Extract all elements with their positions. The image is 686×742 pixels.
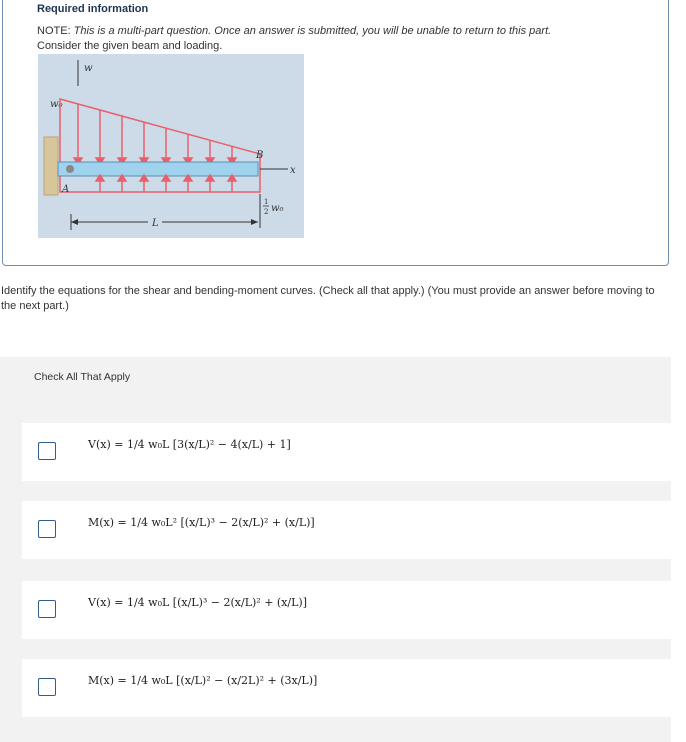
half-den: 2 <box>264 208 269 216</box>
point-b-label: B <box>256 150 264 161</box>
length-label: L <box>152 218 159 229</box>
x-axis-label: x <box>290 165 296 176</box>
option-2-factor: w₀L² <box>151 516 178 529</box>
option-2-frac: 1/4 <box>130 516 148 529</box>
option-2-lhs: M(x) = <box>88 516 131 529</box>
option-3-factor: w₀L <box>148 596 170 609</box>
option-3[interactable] <box>22 581 677 639</box>
option-4-checkbox[interactable] <box>38 678 56 696</box>
option-2-checkbox[interactable] <box>38 520 56 538</box>
option-3-equation <box>88 596 307 626</box>
option-2-body: [(x/L)³ − 2(x/L)² + (x/L)] <box>180 516 315 529</box>
option-4-body: [(x/L)² − (x/2L)² + (3x/L)] <box>176 674 318 687</box>
w0-label: w₀ <box>50 99 63 110</box>
question-text: Identify the equations for the shear and bending-moment curves. (Check all that apply.) (You must provide an answer before moving to the next part.) <box>1 285 655 312</box>
instruction-text: Consider the given beam and loading. <box>37 40 223 52</box>
option-3-body: [(x/L)³ − 2(x/L)² + (x/L)] <box>172 596 308 609</box>
option-2-equation <box>88 516 315 546</box>
option-3-lhs: V(x) = <box>88 596 127 609</box>
option-1[interactable] <box>22 423 677 481</box>
option-1-body: [3(x/L)² − 4(x/L) + 1] <box>172 438 291 451</box>
check-all-header <box>0 357 671 397</box>
upward-load-arrows <box>96 175 236 192</box>
option-4-equation <box>88 674 317 704</box>
pin-a <box>66 165 74 173</box>
option-1-equation <box>88 438 291 468</box>
distributed-load-arrows <box>74 104 236 164</box>
note-prefix: NOTE: <box>37 25 74 37</box>
point-a-label: A <box>62 184 70 195</box>
required-information-title: Required information <box>37 3 149 15</box>
w-label: w <box>84 63 93 74</box>
option-1-checkbox[interactable] <box>38 442 56 460</box>
half-w0-label: w₀ <box>271 203 284 214</box>
beam-diagram <box>38 54 304 238</box>
wall-support <box>44 137 58 195</box>
option-3-checkbox[interactable] <box>38 600 56 618</box>
beam-figure <box>38 54 304 238</box>
required-information-box <box>2 0 669 266</box>
check-all-label: Check All That Apply <box>34 371 131 383</box>
option-4-lhs: M(x) = <box>88 674 131 687</box>
option-4-frac: 1/4 <box>130 674 148 687</box>
option-4-factor: w₀L <box>151 674 173 687</box>
beam <box>58 162 258 176</box>
option-2[interactable] <box>22 501 677 559</box>
note-body: This is a multi-part question. Once an answer is submitted, you will be unable to return to this part. <box>73 25 552 37</box>
option-3-frac: 1/4 <box>126 596 145 609</box>
option-1-frac: 1/4 <box>126 438 145 451</box>
option-1-factor: w₀L <box>148 438 170 451</box>
options-panel <box>0 397 671 742</box>
half-num: 1 <box>264 198 269 206</box>
option-4[interactable] <box>22 659 677 717</box>
note-text <box>37 25 551 37</box>
option-1-lhs: V(x) = <box>88 438 127 451</box>
